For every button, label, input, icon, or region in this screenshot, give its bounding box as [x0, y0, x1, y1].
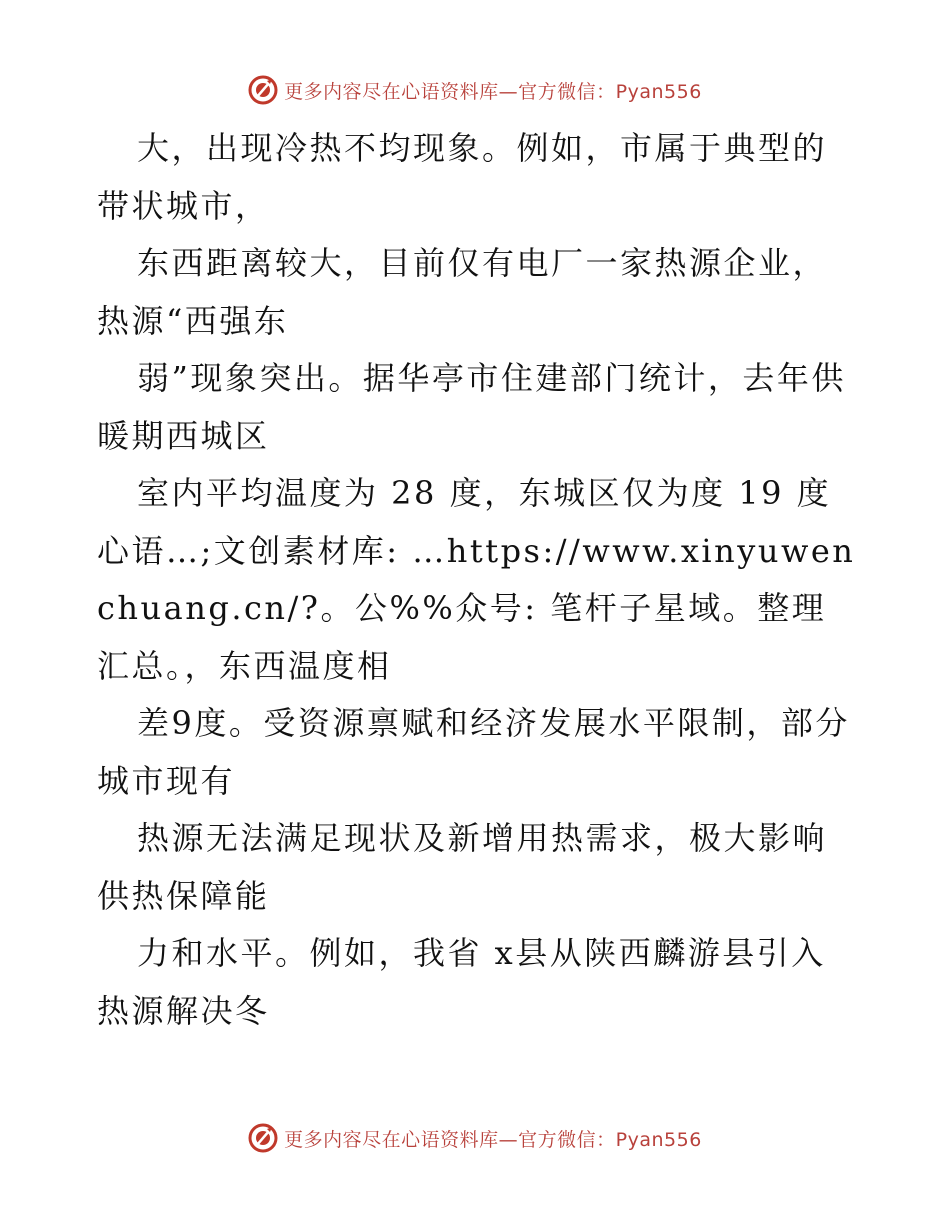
brand-logo-icon	[248, 1123, 278, 1153]
paragraph-7: 力和水平。例如，我省 x县从陕西麟游县引入热源解决冬	[97, 934, 826, 1030]
paragraph-1: 大，出现冷热不均现象。例如，市属于典型的带状城市，	[97, 129, 828, 225]
paragraph-5: 差9度。受资源禀赋和经济发展水平限制，部分城市现有	[97, 704, 850, 800]
document-body	[97, 120, 857, 1040]
brand-logo-icon	[248, 75, 278, 105]
paragraph-6: 热源无法满足现状及新增用热需求，极大影响供热保障能	[97, 819, 828, 915]
footer-banner	[0, 1118, 950, 1158]
header-banner-text: 更多内容尽在心语资料库—官方微信：Pyan556	[284, 80, 702, 103]
footer-banner-text: 更多内容尽在心语资料库—官方微信：Pyan556	[284, 1128, 702, 1151]
paragraph-4: 室内平均温度为 28 度，东城区仅为度 19 度心语…;文创素材库: …https://www.xinyuwenchuang.cn/?。公%%众号: 笔杆子星域。整理汇总。，东西温度相	[97, 474, 856, 685]
paragraph-3: 弱”现象突出。据华亭市住建部门统计，去年供暖期西城区	[97, 359, 846, 455]
paragraph-2: 东西距离较大，目前仅有电厂一家热源企业，热源“西强东	[97, 244, 828, 340]
header-banner	[0, 70, 950, 110]
